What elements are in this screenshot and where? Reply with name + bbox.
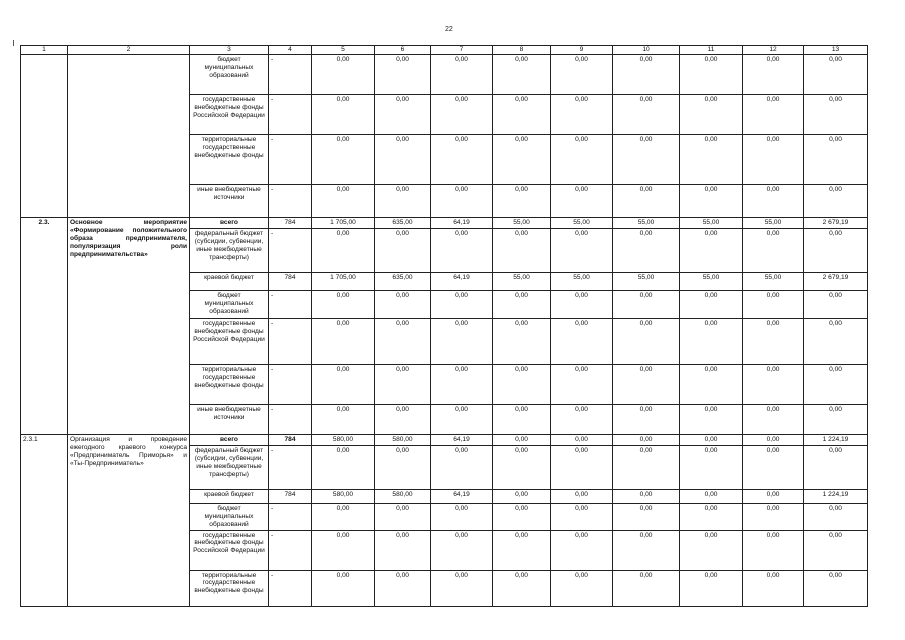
amount-cell: 0,00 (743, 434, 804, 445)
funding-source: федеральный бюджет (субсидии, субвенции, иные межбюджетные трансферты) (190, 445, 269, 489)
amount-cell: 0,00 (613, 489, 680, 503)
grbs-code: - (269, 95, 312, 135)
column-header-13: 13 (804, 46, 868, 55)
amount-cell: 0,00 (551, 318, 613, 364)
amount-cell: 0,00 (493, 55, 551, 95)
amount-cell: 0,00 (680, 135, 743, 185)
amount-cell: 0,00 (375, 445, 431, 489)
margin-tick (13, 40, 14, 46)
amount-cell: 1 224,19 (804, 434, 868, 445)
amount-cell: 0,00 (613, 404, 680, 434)
amount-cell: 0,00 (613, 135, 680, 185)
amount-cell: 635,00 (375, 272, 431, 290)
amount-cell: 0,00 (375, 530, 431, 570)
amount-cell: 0,00 (431, 228, 493, 272)
amount-cell: 55,00 (493, 218, 551, 229)
amount-cell: 55,00 (613, 218, 680, 229)
amount-cell: 0,00 (804, 364, 868, 404)
amount-cell: 0,00 (743, 445, 804, 489)
amount-cell: 0,00 (613, 95, 680, 135)
grbs-code: - (269, 185, 312, 218)
amount-cell: 0,00 (312, 95, 375, 135)
amount-cell: 0,00 (312, 290, 375, 318)
column-header-8: 8 (493, 46, 551, 55)
column-header-9: 9 (551, 46, 613, 55)
amount-cell: 0,00 (743, 404, 804, 434)
amount-cell: 0,00 (804, 530, 868, 570)
row-index: 2.3. (21, 218, 68, 435)
amount-cell: 0,00 (375, 228, 431, 272)
amount-cell: 0,00 (680, 185, 743, 218)
grbs-code: 784 (269, 218, 312, 229)
amount-cell: 0,00 (613, 55, 680, 95)
column-header-2: 2 (68, 46, 190, 55)
funding-source: всего (190, 434, 269, 445)
amount-cell: 0,00 (613, 318, 680, 364)
amount-cell: 0,00 (551, 503, 613, 530)
amount-cell: 0,00 (743, 364, 804, 404)
table-row (21, 218, 868, 229)
amount-cell: 0,00 (551, 530, 613, 570)
amount-cell: 0,00 (551, 55, 613, 95)
amount-cell: 0,00 (613, 228, 680, 272)
amount-cell: 0,00 (312, 570, 375, 606)
amount-cell: 0,00 (680, 404, 743, 434)
amount-cell: 0,00 (743, 530, 804, 570)
amount-cell: 0,00 (493, 364, 551, 404)
amount-cell: 0,00 (804, 95, 868, 135)
column-header-11: 11 (680, 46, 743, 55)
amount-cell: 55,00 (551, 272, 613, 290)
amount-cell: 580,00 (375, 434, 431, 445)
amount-cell: 580,00 (375, 489, 431, 503)
amount-cell: 0,00 (431, 503, 493, 530)
table-row (21, 55, 868, 95)
amount-cell: 0,00 (431, 55, 493, 95)
funding-source: иные внебюджетные источники (190, 185, 269, 218)
amount-cell: 0,00 (551, 489, 613, 503)
amount-cell: 0,00 (804, 570, 868, 606)
amount-cell: 55,00 (743, 272, 804, 290)
activity-name-continued (68, 55, 190, 218)
amount-cell: 0,00 (743, 95, 804, 135)
row-index-continued (21, 55, 68, 218)
amount-cell: 0,00 (551, 570, 613, 606)
funding-source: государственные внебюджетные фонды Российской Федерации (190, 530, 269, 570)
amount-cell: 0,00 (493, 290, 551, 318)
amount-cell: 0,00 (431, 318, 493, 364)
amount-cell: 0,00 (493, 404, 551, 434)
amount-cell: 0,00 (743, 228, 804, 272)
amount-cell: 0,00 (613, 290, 680, 318)
amount-cell: 2 679,19 (804, 272, 868, 290)
amount-cell: 0,00 (743, 489, 804, 503)
amount-cell: 0,00 (431, 570, 493, 606)
amount-cell: 0,00 (804, 185, 868, 218)
amount-cell: 0,00 (375, 364, 431, 404)
amount-cell: 0,00 (680, 55, 743, 95)
funding-source: краевой бюджет (190, 489, 269, 503)
grbs-code: - (269, 55, 312, 95)
amount-cell: 0,00 (613, 185, 680, 218)
amount-cell: 0,00 (493, 318, 551, 364)
funding-source: государственные внебюджетные фонды Российской Федерации (190, 318, 269, 364)
amount-cell: 0,00 (804, 55, 868, 95)
column-header-5: 5 (312, 46, 375, 55)
funding-source: территориальные государственные внебюджетные фонды (190, 135, 269, 185)
amount-cell: 0,00 (680, 318, 743, 364)
amount-cell: 0,00 (804, 290, 868, 318)
column-header-7: 7 (431, 46, 493, 55)
amount-cell: 0,00 (680, 445, 743, 489)
amount-cell: 0,00 (551, 228, 613, 272)
amount-cell: 0,00 (375, 503, 431, 530)
amount-cell: 0,00 (312, 185, 375, 218)
amount-cell: 55,00 (680, 218, 743, 229)
amount-cell: 0,00 (493, 445, 551, 489)
grbs-code: - (269, 503, 312, 530)
amount-cell: 0,00 (680, 95, 743, 135)
table-row (21, 434, 868, 445)
activity-name: Основное мероприятие «Формирование положительного образа предпринимателя, популяризация роли предпринимательства» (68, 218, 190, 435)
amount-cell: 0,00 (312, 530, 375, 570)
table-body (21, 55, 868, 607)
amount-cell: 0,00 (431, 404, 493, 434)
amount-cell: 0,00 (312, 503, 375, 530)
amount-cell: 0,00 (312, 135, 375, 185)
amount-cell: 0,00 (431, 135, 493, 185)
amount-cell: 1 224,19 (804, 489, 868, 503)
grbs-code: 784 (269, 272, 312, 290)
amount-cell: 55,00 (493, 272, 551, 290)
amount-cell: 0,00 (312, 228, 375, 272)
grbs-code: - (269, 530, 312, 570)
amount-cell: 0,00 (431, 290, 493, 318)
amount-cell: 64,19 (431, 489, 493, 503)
amount-cell: 0,00 (613, 434, 680, 445)
amount-cell: 0,00 (493, 228, 551, 272)
funding-source: бюджет муниципальных образований (190, 290, 269, 318)
amount-cell: 0,00 (613, 503, 680, 530)
funding-source: территориальные государственные внебюджетные фонды (190, 364, 269, 404)
amount-cell: 580,00 (312, 489, 375, 503)
amount-cell: 0,00 (493, 503, 551, 530)
amount-cell: 0,00 (375, 404, 431, 434)
grbs-code: - (269, 290, 312, 318)
amount-cell: 0,00 (613, 445, 680, 489)
amount-cell: 0,00 (680, 290, 743, 318)
amount-cell: 55,00 (680, 272, 743, 290)
amount-cell: 0,00 (743, 185, 804, 218)
amount-cell: 0,00 (493, 135, 551, 185)
amount-cell: 0,00 (743, 318, 804, 364)
grbs-code: 784 (269, 489, 312, 503)
amount-cell: 0,00 (375, 185, 431, 218)
amount-cell: 0,00 (743, 290, 804, 318)
amount-cell: 0,00 (680, 530, 743, 570)
amount-cell: 0,00 (493, 570, 551, 606)
amount-cell: 0,00 (431, 185, 493, 218)
column-header-12: 12 (743, 46, 804, 55)
amount-cell: 64,19 (431, 272, 493, 290)
funding-source: бюджет муниципальных образований (190, 503, 269, 530)
amount-cell: 0,00 (493, 489, 551, 503)
amount-cell: 0,00 (431, 445, 493, 489)
amount-cell: 0,00 (680, 489, 743, 503)
grbs-code: 784 (269, 434, 312, 445)
column-header-10: 10 (613, 46, 680, 55)
grbs-code: - (269, 404, 312, 434)
grbs-code: - (269, 228, 312, 272)
amount-cell: 0,00 (804, 135, 868, 185)
amount-cell: 0,00 (613, 364, 680, 404)
amount-cell: 580,00 (312, 434, 375, 445)
funding-source: бюджет муниципальных образований (190, 55, 269, 95)
amount-cell: 0,00 (551, 404, 613, 434)
amount-cell: 0,00 (312, 445, 375, 489)
amount-cell: 0,00 (375, 290, 431, 318)
amount-cell: 0,00 (493, 530, 551, 570)
funding-source: иные внебюджетные источники (190, 404, 269, 434)
amount-cell: 0,00 (804, 318, 868, 364)
amount-cell: 64,19 (431, 218, 493, 229)
amount-cell: 0,00 (375, 135, 431, 185)
amount-cell: 0,00 (804, 503, 868, 530)
amount-cell: 0,00 (312, 318, 375, 364)
amount-cell: 1 705,00 (312, 218, 375, 229)
amount-cell: 0,00 (375, 55, 431, 95)
amount-cell: 0,00 (493, 185, 551, 218)
amount-cell: 0,00 (804, 404, 868, 434)
amount-cell: 0,00 (375, 570, 431, 606)
amount-cell: 2 679,19 (804, 218, 868, 229)
grbs-code: - (269, 364, 312, 404)
activity-name: Организация и проведение ежегодного краевого конкурса «Предприниматель Приморья» и «Ты-Предприниматель» (68, 434, 190, 606)
amount-cell: 0,00 (743, 135, 804, 185)
amount-cell: 0,00 (431, 530, 493, 570)
amount-cell: 0,00 (551, 434, 613, 445)
amount-cell: 1 705,00 (312, 272, 375, 290)
grbs-code: - (269, 570, 312, 606)
amount-cell: 0,00 (680, 434, 743, 445)
amount-cell: 55,00 (743, 218, 804, 229)
amount-cell: 635,00 (375, 218, 431, 229)
amount-cell: 0,00 (375, 95, 431, 135)
funding-source: государственные внебюджетные фонды Российской Федерации (190, 95, 269, 135)
row-index: 2.3.1 (21, 434, 68, 606)
amount-cell: 0,00 (804, 228, 868, 272)
page-number: 22 (445, 26, 453, 33)
amount-cell: 55,00 (551, 218, 613, 229)
amount-cell: 0,00 (431, 95, 493, 135)
amount-cell: 0,00 (551, 445, 613, 489)
amount-cell: 0,00 (551, 135, 613, 185)
amount-cell: 0,00 (493, 95, 551, 135)
amount-cell: 0,00 (431, 364, 493, 404)
amount-cell: 0,00 (551, 185, 613, 218)
amount-cell: 0,00 (312, 55, 375, 95)
column-header-6: 6 (375, 46, 431, 55)
amount-cell: 0,00 (551, 95, 613, 135)
amount-cell: 0,00 (680, 503, 743, 530)
amount-cell: 0,00 (551, 290, 613, 318)
amount-cell: 0,00 (375, 318, 431, 364)
amount-cell: 0,00 (551, 364, 613, 404)
column-header-4: 4 (269, 46, 312, 55)
amount-cell: 0,00 (613, 570, 680, 606)
grbs-code: - (269, 318, 312, 364)
amount-cell: 0,00 (680, 228, 743, 272)
amount-cell: 0,00 (743, 55, 804, 95)
amount-cell: 55,00 (613, 272, 680, 290)
amount-cell: 0,00 (743, 570, 804, 606)
column-header-3: 3 (190, 46, 269, 55)
budget-table (20, 45, 868, 607)
funding-source: краевой бюджет (190, 272, 269, 290)
amount-cell: 0,00 (804, 445, 868, 489)
amount-cell: 0,00 (680, 364, 743, 404)
column-header-1: 1 (21, 46, 68, 55)
amount-cell: 0,00 (680, 570, 743, 606)
amount-cell: 0,00 (493, 434, 551, 445)
amount-cell: 0,00 (743, 503, 804, 530)
amount-cell: 0,00 (613, 530, 680, 570)
funding-source: федеральный бюджет (субсидии, субвенции, иные межбюджетные трансферты) (190, 228, 269, 272)
grbs-code: - (269, 445, 312, 489)
amount-cell: 0,00 (312, 364, 375, 404)
header-row (21, 46, 868, 55)
amount-cell: 0,00 (312, 404, 375, 434)
grbs-code: - (269, 135, 312, 185)
funding-source: всего (190, 218, 269, 229)
funding-source: территориальные государственные внебюджетные фонды (190, 570, 269, 606)
amount-cell: 64,19 (431, 434, 493, 445)
